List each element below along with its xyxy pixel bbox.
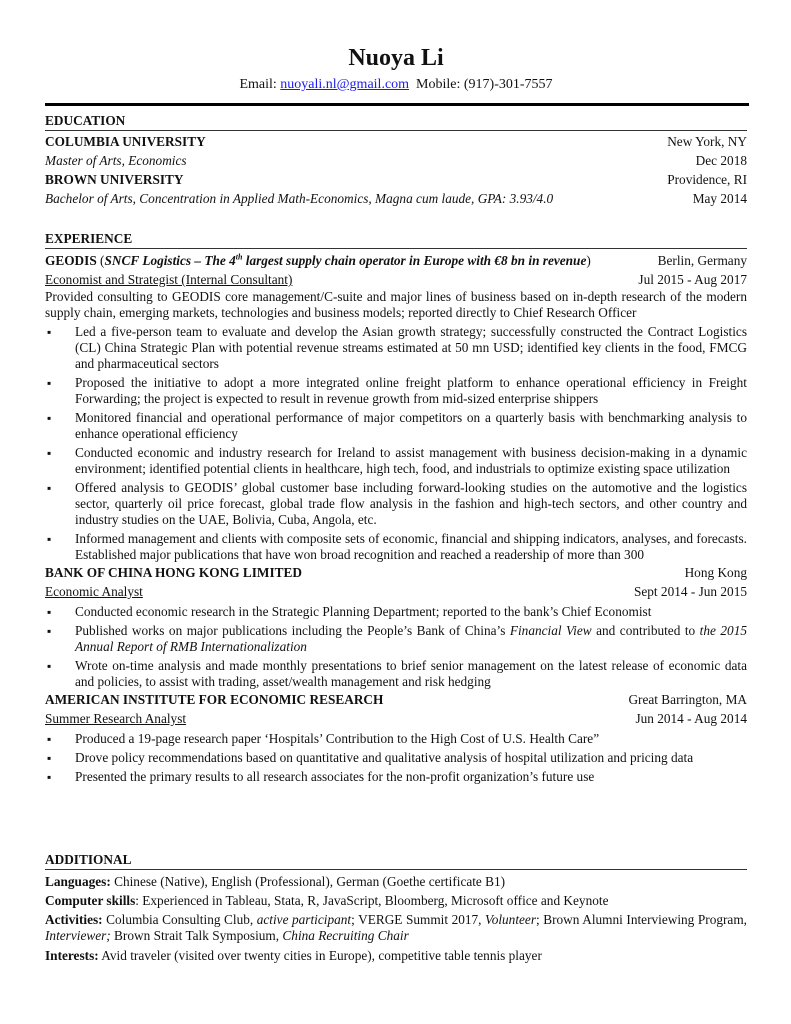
activities-label: Activities: (45, 912, 103, 927)
job-header (45, 563, 747, 582)
bullet-item: ▪ Proposed the initiative to adopt a more integrated online freight platform to enhance operational efficiency in Freight Forwarding; the project is expected to result in revenue growth from mid-sized enterprise shippers (45, 375, 747, 407)
company-note-pre: SNCF Logistics – The 4 (104, 253, 236, 268)
company-line (45, 251, 591, 270)
paren: ( (96, 253, 105, 268)
bullet-text: and contributed to (591, 623, 700, 638)
school-row (45, 132, 747, 151)
school-name: COLUMBIA UNIVERSITY (45, 134, 206, 149)
role-row (45, 270, 747, 289)
company-name: GEODIS (45, 253, 97, 268)
mobile-label: Mobile: (416, 77, 461, 92)
additional-title: ADDITIONAL (45, 852, 747, 870)
degree-row (45, 151, 747, 170)
interests-line (45, 946, 747, 965)
computer-skills-value: : Experienced in Tableau, Stata, R, JavaScript, Bloomberg, Microsoft office and Keynote (135, 893, 609, 908)
job-header (45, 251, 747, 270)
bullet-item: ▪ Monitored financial and operational performance of major competitors on a quarterly basis with benchmarking analysis to enhance operational efficiency (45, 410, 747, 442)
job-location: Berlin, Germany (657, 253, 747, 268)
job-date: Sept 2014 - Jun 2015 (633, 584, 747, 599)
company-note-sup: th (235, 252, 243, 262)
bullet-item: ▪ Conducted economic research in the Strategic Planning Department; reported to the bank’s Chief Economist (45, 604, 747, 620)
company-note (105, 253, 587, 268)
bullet-item: ▪ Presented the primary results to all research associates for the non-profit organization’s future use (45, 769, 747, 785)
publication-title: Financial View (509, 623, 592, 638)
role-row (45, 582, 747, 601)
contact-line (45, 76, 747, 94)
email-link[interactable]: nuoyali.nl@gmail.com (280, 77, 410, 92)
computer-skills-line (45, 891, 747, 910)
degree-date: May 2014 (692, 191, 747, 206)
activity-role: active participant (256, 912, 352, 927)
job-location: Hong Kong (684, 565, 747, 580)
activities-line (45, 912, 747, 944)
bullet-item: ▪ Wrote on-time analysis and made monthly presentations to brief senior management on the latest release of economic data and policies, to assist with trading, asset/wealth management and risk hedging (45, 658, 747, 690)
company-name: AMERICAN INSTITUTE FOR ECONOMIC RESEARCH (45, 692, 384, 707)
languages-value: Chinese (Native), English (Professional), German (Goethe certificate B1) (110, 874, 506, 889)
company-note-post: largest supply chain operator in Europe with €8 bn in revenue (242, 253, 587, 268)
job-summary: Provided consulting to GEODIS core management/C-suite and major lines of business based on in-depth research of the modern supply chain, emerging markets, technologies and business models; reported directly to Chief Research Officer (45, 289, 747, 320)
paren: ) (586, 253, 591, 268)
activity: Columbia Consulting Club, (102, 912, 257, 927)
publication-title: the 2015 Annual Report of RMB Internationalization (75, 623, 747, 654)
degree: Bachelor of Arts, Concentration in Applied Math-Economics, Magna cum laude, GPA: 3.93/4.0 (45, 191, 554, 206)
degree-date: Dec 2018 (695, 153, 747, 168)
bullet-item: ▪ Led a five-person team to evaluate and develop the Asian growth strategy; successfully constructed the Contract Logistics (CL) China Strategic Plan with potential revenue streams estimated at 50 mn USD; identified key clients in the food, FMCG and pharmaceutical sectors (45, 324, 747, 372)
school-location: Providence, RI (667, 172, 747, 187)
experience-section (45, 231, 747, 785)
job-role: Summer Research Analyst (45, 711, 187, 726)
computer-skills-label: Computer skills (45, 893, 136, 908)
school-name: BROWN UNIVERSITY (45, 172, 184, 187)
activity: ; VERGE Summit 2017, (351, 912, 486, 927)
interests-value: Avid traveler (visited over twenty cities in Europe), competitive table tennis player (98, 948, 542, 963)
job-role: Economist and Strategist (Internal Consultant) (45, 272, 293, 287)
job-location: Great Barrington, MA (628, 692, 747, 707)
bullet-item (45, 623, 747, 655)
email-label: Email: (239, 77, 277, 92)
header-divider (45, 103, 749, 106)
bullet-text: Published works on major publications including the People’s Bank of China’s (75, 623, 510, 638)
languages-line (45, 872, 747, 891)
degree-row (45, 189, 747, 208)
bullet-item: ▪ Produced a 19-page research paper ‘Hospitals’ Contribution to the High Cost of U.S. Health Care” (45, 731, 747, 747)
education-title: EDUCATION (45, 113, 747, 131)
mobile-number: (917)-301-7557 (463, 77, 553, 92)
additional-section (45, 852, 747, 965)
role-row (45, 709, 747, 728)
job-bullets (45, 731, 747, 785)
activity-role: Volunteer (485, 912, 537, 927)
activity: ; Brown Alumni Interviewing Program, (536, 912, 747, 927)
interests-label: Interests: (45, 948, 99, 963)
bullet-item: ▪ Informed management and clients with composite sets of economic, financial and shipping indicators, analyses, and forecasts. Established major publications that have won broad recognition and reached a readership of more than 300 (45, 531, 747, 563)
education-section (45, 113, 747, 208)
job-date: Jun 2014 - Aug 2014 (635, 711, 747, 726)
activity-role: China Recruiting Chair (282, 928, 409, 943)
activity-role: Interviewer; (45, 928, 111, 943)
degree: Master of Arts, Economics (45, 153, 187, 168)
experience-title: EXPERIENCE (45, 231, 747, 249)
candidate-name: Nuoya Li (348, 45, 444, 71)
bullet-item: ▪ Conducted economic and industry research for Ireland to assist management with business decision-making in a dynamic environment; identified potential clients in healthcare, high tech, food, and industrials to optimize existing space utilization (45, 445, 747, 477)
company-name: BANK OF CHINA HONG KONG LIMITED (45, 565, 302, 580)
job-role: Economic Analyst (45, 584, 143, 599)
job-bullets (45, 324, 747, 563)
job-header (45, 690, 747, 709)
school-location: New York, NY (667, 134, 747, 149)
school-row (45, 170, 747, 189)
activity: Brown Strait Talk Symposium, (110, 928, 283, 943)
languages-label: Languages: (45, 874, 111, 889)
bullet-item: ▪ Drove policy recommendations based on quantitative and qualitative analysis of hospital utilization and pricing data (45, 750, 747, 766)
job-bullets (45, 604, 747, 690)
job-date: Jul 2015 - Aug 2017 (638, 272, 747, 287)
bullet-item: ▪ Offered analysis to GEODIS’ global customer base including forward-looking studies on the automotive and the logistics sector, quarterly oil price forecast, global trade flow analysis in the fashion and high-tech sectors, and other country and industry studies on the UAE, Bolivia, Cuba, Angola, etc. (45, 480, 747, 528)
